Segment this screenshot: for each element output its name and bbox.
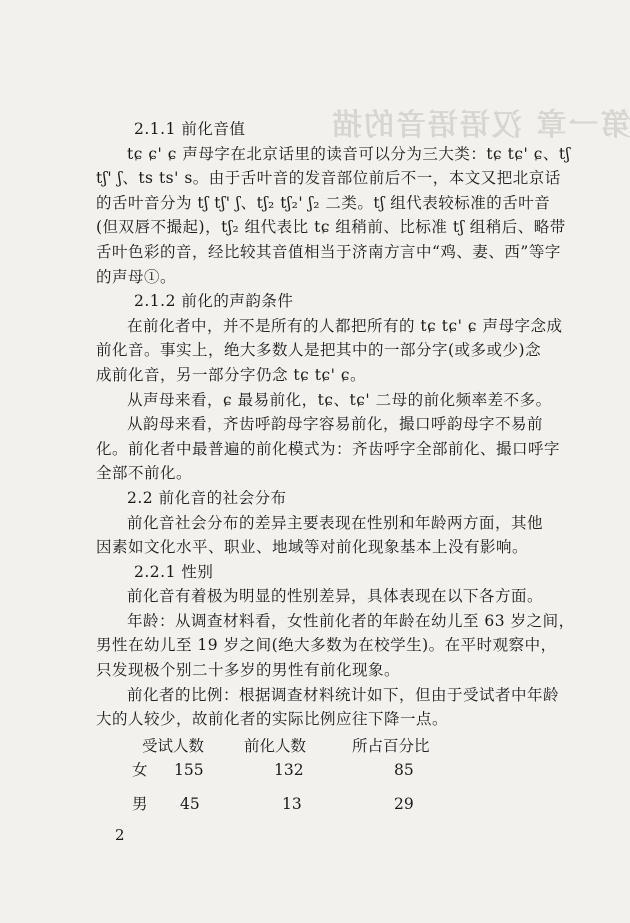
text-line: (但双唇不撮起)，tʃ₂ 组代表比 tɕ 组稍前、比标准 tʃ 组稍后、略带: [96, 218, 566, 237]
text-line: 前化音。事实上，绝大多数人是把其中的一部分字(或多或少)念: [96, 341, 542, 360]
text-line: 2.2 前化音的社会分布: [127, 488, 287, 507]
text-line: 成前化音，另一部分字仍念 tɕ tɕ' ɕ。: [96, 365, 367, 384]
text-line: 前化者的比例：根据调查材料统计如下，但由于受试者中年龄: [127, 685, 560, 704]
text-line: 化。前化者中最普遍的前化模式为：齐齿呼字全部前化、撮口呼字: [96, 439, 561, 458]
text-line: 大的人较少，故前化者的实际比例应往下降一点。: [96, 710, 449, 729]
table-cell: 45: [180, 794, 200, 813]
table-row: [96, 792, 576, 816]
table-cell: 女: [132, 760, 148, 779]
table-row: [96, 758, 576, 782]
text-line: tɕ ɕ' ɕ 声母字在北京话里的读音可以分为三大类：tɕ tɕ' ɕ、tʃ: [127, 144, 571, 163]
paragraph-lines: [96, 117, 576, 732]
text-line: 前化音有着极为明显的性别差异，具体表现在以下各方面。: [127, 587, 544, 606]
bleed-through-text: 第一章 汉语语音的描: [330, 108, 630, 143]
text-line: tʃ' ʃ、ts ts' s。由于舌叶音的发音部位前后不一，本文又把北京话: [96, 169, 561, 188]
table-cell: 男: [132, 794, 148, 813]
section-heading: 2.2.1 性别: [134, 562, 214, 581]
text-line: 从声母来看，ɕ 最易前化，tɕ、tɕ' 二母的前化频率差不多。: [127, 390, 552, 409]
section-heading: 2.1.2 前化的声韵条件: [134, 292, 294, 311]
table-header-cell: 受试人数: [142, 736, 205, 755]
table-cell: 29: [394, 794, 414, 813]
table-cell: 85: [394, 760, 414, 779]
table-cell: 155: [174, 760, 204, 779]
table-header-cell: 前化人数: [244, 736, 307, 755]
text-line: 的舌叶音分为 tʃ tʃ' ʃ、tʃ₂ tʃ₂' ʃ₂ 二类。tʃ 组代表较标准的舌叶音: [96, 193, 551, 212]
text-line: 因素如文化水平、职业、地域等对前化现象基本上没有影响。: [96, 538, 529, 557]
text-line: 全部不前化。: [96, 464, 193, 483]
page-number: 2: [115, 826, 125, 844]
body-text: [96, 117, 576, 813]
gender-ratio-table: [96, 734, 576, 813]
text-line: 年龄：从调查材料看，女性前化者的年龄在幼儿至 63 岁之间，: [127, 611, 575, 630]
table-header-cell: 所占百分比: [352, 736, 430, 755]
text-line: 只发现极个别二十多岁的男性有前化现象。: [96, 661, 401, 680]
section-heading: 2.1.1 前化音值: [134, 120, 246, 138]
table-cell: 132: [274, 760, 304, 779]
text-line: 男性在幼儿至 19 岁之间(绝大多数为在校学生)。在平时观察中，: [96, 636, 557, 655]
table-header-row: [96, 734, 576, 758]
text-line: 舌叶色彩的音，经比较其音值相当于济南方言中“鸡、妻、西”等字: [96, 242, 561, 261]
text-line: 的声母①。: [96, 267, 177, 286]
text-line: 从韵母来看，齐齿呼韵母字容易前化，撮口呼韵母字不易前: [127, 415, 544, 434]
text-line: 在前化者中，并不是所有的人都把所有的 tɕ tɕ' ɕ 声母字念成: [127, 316, 563, 335]
table-cell: 13: [282, 794, 302, 813]
text-line: 前化音社会分布的差异主要表现在性别和年龄两方面，其他: [127, 513, 544, 532]
